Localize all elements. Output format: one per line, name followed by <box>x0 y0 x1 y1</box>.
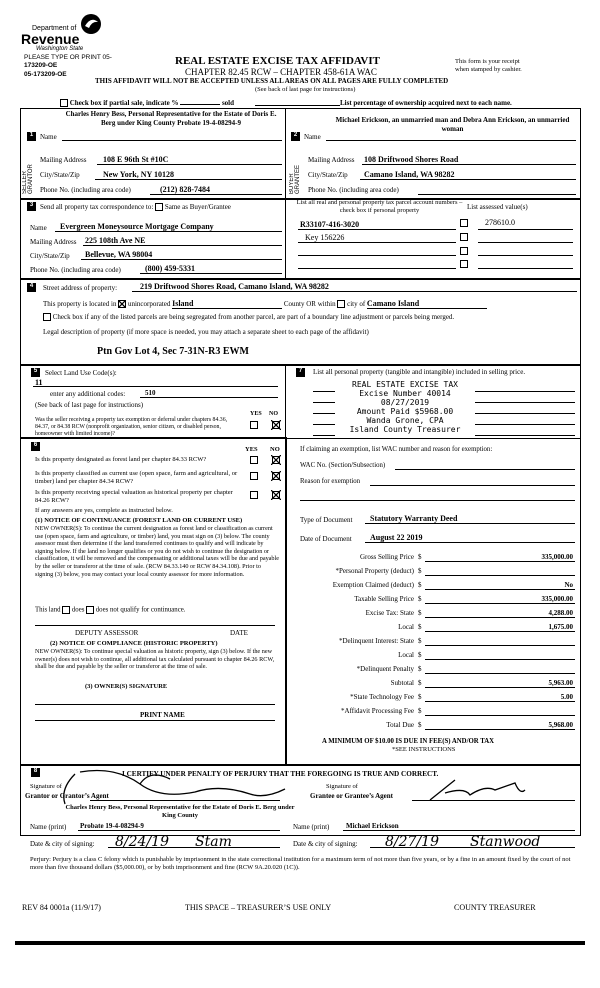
fin-label: *Affidavit Processing Fee <box>341 707 414 715</box>
assessed-header: List assessed value(s) <box>467 203 528 211</box>
current-use-question: Is this property classified as current use (open space, farm and agricultural, or timber) land per chapter 84.34 RCW? <box>35 470 238 485</box>
seller-phone[interactable]: (212) 828-7484 <box>160 185 210 194</box>
corr-phone-label: Phone No. (including area code) <box>30 266 121 274</box>
historic-yes-checkbox[interactable] <box>250 491 258 499</box>
seller-mailing[interactable]: 108 E 96th St #10C <box>103 155 169 164</box>
fin-value[interactable]: 4,288.00 <box>548 609 573 617</box>
s6-yes-header: YES <box>245 446 258 453</box>
fin-dollar: $ <box>418 595 422 603</box>
grantee-name-print-label: Name (print) <box>293 823 330 831</box>
buyer-phone-label: Phone No. (including area code) <box>308 186 399 194</box>
list-percentage-note: List percentage of ownership acquired next to each name. <box>340 99 512 107</box>
notice-continuance-title: (1) NOTICE OF CONTINUANCE (FOREST LAND OR CURRENT USE) <box>35 517 243 524</box>
if-yes-instructions: If any answers are yes, complete as instructed below. <box>35 507 173 514</box>
corr-name[interactable]: Evergreen Moneysource Mortgage Company <box>60 222 214 231</box>
grantee-sig-label-1: Signature of <box>326 783 358 790</box>
city-of-checkbox[interactable] <box>337 300 345 308</box>
wac-label: WAC No. (Section/Subsection) <box>300 462 386 469</box>
parcel-3-checkbox[interactable] <box>460 247 468 255</box>
grantor-sig-label-1: Signature of <box>30 783 62 790</box>
buyer-mailing[interactable]: 108 Driftwood Shores Road <box>364 155 459 164</box>
parcel-1-checkbox[interactable] <box>460 219 468 227</box>
form-notice: THIS AFFIDAVIT WILL NOT BE ACCEPTED UNLESS ALL AREAS ON ALL PAGES ARE FULLY COMPLETED <box>95 77 449 85</box>
doc-type-label: Type of Document <box>300 516 353 524</box>
corr-mailing[interactable]: 225 108th Ave NE <box>85 236 146 245</box>
section-6-badge: 6 <box>31 442 40 451</box>
seller-mailing-label: Mailing Address <box>40 156 87 164</box>
corr-city[interactable]: Bellevue, WA 98004 <box>85 250 153 259</box>
dept-name: Revenue <box>21 31 80 47</box>
buyer-city-label: City/State/Zip <box>308 171 348 179</box>
buyer-name-label: Name <box>304 133 321 141</box>
s6-no-header: NO <box>270 446 280 453</box>
corr-mailing-label: Mailing Address <box>30 238 77 246</box>
city-of-label: city of <box>347 300 366 308</box>
fin-label: Gross Selling Price <box>359 553 414 561</box>
forest-no-checkbox[interactable] <box>272 456 280 464</box>
historic-question: Is this property receiving special valuation as historical property per chapter 84.26 RCW? <box>35 489 233 504</box>
fin-label: *Delinquent Interest: State <box>338 637 414 645</box>
does-not-label: does not qualify for continuance. <box>95 606 186 614</box>
forest-yes-checkbox[interactable] <box>250 456 258 464</box>
fin-dollar: $ <box>418 581 422 589</box>
segregated-checkbox[interactable] <box>43 313 51 321</box>
additional-codes[interactable]: 510 <box>145 389 156 397</box>
seller-city-label: City/State/Zip <box>40 171 80 179</box>
buyer-city[interactable]: Camano Island, WA 98282 <box>364 170 455 179</box>
fin-value[interactable]: 335,000.00 <box>541 595 573 603</box>
grantor-date-city-label: Date & city of signing: <box>30 840 95 848</box>
grantor-name-print-label: Name (print) <box>30 823 67 831</box>
county-name[interactable]: Island <box>172 299 282 309</box>
fin-label: Total Due <box>386 721 414 729</box>
land-use-label: Select Land Use Code(s): <box>45 369 117 377</box>
same-as-buyer-label: Same as Buyer/Grantee <box>164 203 231 211</box>
buyer-name[interactable]: Michael Erickson, an unmarried man and Debra Ann Erickson, an unmarried woman <box>335 116 570 133</box>
see-instructions-note: *SEE INSTRUCTIONS <box>392 746 456 753</box>
doc-type[interactable]: Statutory Warranty Deed <box>370 514 458 523</box>
exemption-no-checkbox[interactable] <box>272 421 280 429</box>
certify-statement: I CERTIFY UNDER PENALTY OF PERJURY THAT THE FOREGOING IS TRUE AND CORRECT. <box>122 770 439 778</box>
assessed-value-1[interactable]: 278610.0 <box>485 218 515 227</box>
fin-value[interactable]: 5,968.00 <box>548 721 573 729</box>
exemption-question: Was the seller receiving a property tax exemption or deferral under chapters 84.36, 84.37, or 84.38 RCW (nonprofit organization, senior citizen, or disabled person, homeowner with limited income)? <box>35 417 228 437</box>
buyer-side-label: BUYER GRANTEE <box>289 164 301 194</box>
corr-phone[interactable]: (800) 459-5331 <box>145 264 195 273</box>
fin-label: Exemption Claimed (deduct) <box>332 581 414 589</box>
section-8-badge: 8 <box>31 768 40 777</box>
exemption-yes-checkbox[interactable] <box>250 421 258 429</box>
owner-signature-label: (3) OWNER(S) SIGNATURE <box>85 683 168 690</box>
fin-dollar: $ <box>418 665 422 673</box>
seller-name-label: Name <box>40 133 57 141</box>
correspondence-row <box>40 203 231 211</box>
notice-compliance-text: NEW OWNER(S): To continue special valuation as historic property, sign (3) below. If the new owner(s) does not wish to continue, all additional tax calculated pursuant to chapter 84.26 RCW, shall be due and payable by the seller or transferor at the time of sale. <box>35 648 275 671</box>
fin-dollar: $ <box>418 651 422 659</box>
fin-value[interactable]: 5.00 <box>560 693 573 701</box>
seller-phone-label: Phone No. (including area code) <box>40 186 131 194</box>
located-label: This property is located in <box>43 300 117 308</box>
same-as-buyer-checkbox[interactable] <box>155 203 163 211</box>
grantor-city[interactable]: Stam <box>195 834 232 850</box>
segregated-row <box>43 313 454 321</box>
notice-compliance-title: (2) NOTICE OF COMPLIANCE (HISTORIC PROPERTY) <box>50 640 218 647</box>
perjury-notice: Perjury: Perjury is a class C felony which is punishable by imprisonment in the state correctional institution for a maximum term of not more than five years, or by a fine in an amount fixed by the court of not more than five thousand dollars ($5,000.00), or by both imprisonment and fine (RCW 9A.20.020 (1C)). <box>30 856 571 871</box>
current-use-yes-checkbox[interactable] <box>250 472 258 480</box>
buyer-mailing-label: Mailing Address <box>308 156 355 164</box>
parcel-header: List all real and personal property tax parcel account numbers – check box if personal property <box>296 199 463 214</box>
fin-label: Excise Tax: State <box>365 609 414 617</box>
notice-continuance-text: NEW OWNER(S): To continue the current designation as forest land or classification as current use (open space, farm and agriculture, or timber) land, you must sign on (3) below. The county assessor must then determine if the land transferred continues to qualify and will indicate by signing below. If the land no longer qualifies or you do not wish to continue the designation or classification, it will be removed and the compensating or additional taxes will be due and payable by the seller or transferor at the time of sale. (RCW 84.33.140 or RCW 84.34.108). Prior to signing (3) below, you may contact your local county assessor for more information. <box>35 525 279 578</box>
grantee-name-print[interactable]: Michael Erickson <box>346 822 399 830</box>
grantor-name-print[interactable]: Probate 19-4-08294-9 <box>80 822 144 830</box>
county-treasurer-label: COUNTY TREASURER <box>454 903 536 912</box>
corr-name-label: Name <box>30 224 47 232</box>
treasurer-use-only: THIS SPACE – TREASURER’S USE ONLY <box>185 903 332 912</box>
land-use-yes-header: YES <box>250 411 262 417</box>
section-1-badge: 1 <box>27 132 36 141</box>
parcel-4-checkbox[interactable] <box>460 260 468 268</box>
street-label: Street address of property: <box>43 284 118 292</box>
grantee-city[interactable]: Stanwood <box>470 834 541 850</box>
stamp-line2: Excise Number 40014 <box>359 389 451 398</box>
fin-value[interactable]: 1,675.00 <box>548 623 573 631</box>
this-land-label: This land <box>35 606 61 614</box>
city-name[interactable]: Camano Island <box>367 299 487 309</box>
section-3-badge: 3 <box>27 202 36 211</box>
claim-exemption-label: If claiming an exemption, list WAC number and reason for exemption: <box>300 446 493 453</box>
historic-no-checkbox[interactable] <box>272 491 280 499</box>
fin-dollar: $ <box>418 721 422 729</box>
partial-sale-row <box>60 99 234 107</box>
section-4-badge: 4 <box>27 283 36 292</box>
located-row <box>43 299 487 309</box>
fin-label: Local <box>398 623 414 631</box>
print-line2: 173209-OE <box>24 62 58 69</box>
print-name-label: PRINT NAME <box>140 711 185 719</box>
seller-side-label: SELLER GRANTOR <box>22 164 34 194</box>
fin-label: Local <box>398 651 414 659</box>
section-7-badge: 7 <box>296 368 305 377</box>
dept-state: Washington State <box>36 46 84 52</box>
fin-dollar: $ <box>418 609 422 617</box>
current-use-no-checkbox[interactable] <box>272 472 280 480</box>
receipt-note1: This form is your receipt <box>455 58 520 65</box>
doc-date[interactable]: August 22 2019 <box>370 533 423 542</box>
fin-value[interactable]: 5,963.00 <box>548 679 573 687</box>
fin-dollar: $ <box>418 679 422 687</box>
fin-value[interactable]: No <box>564 581 573 589</box>
form-title: REAL ESTATE EXCISE TAX AFFIDAVIT <box>175 55 380 67</box>
grantor-under-name: Charles Henry Bess, Personal Representative for the Estate of Doris E. Berg under King County <box>65 804 295 819</box>
fin-dollar: $ <box>418 567 422 575</box>
land-use-no-header: NO <box>269 411 278 417</box>
doc-date-label: Date of Document <box>300 535 352 543</box>
seller-name[interactable]: Charles Henry Bess, Personal Representative for the Estate of Doris E. Berg under King County Probate 19-4-08294-9 <box>65 110 277 127</box>
rev-number: REV 84 0001a (11/9/17) <box>22 903 101 912</box>
sold-label: sold <box>221 99 235 107</box>
parcel-account-2[interactable]: Key 156226 <box>305 233 345 242</box>
fin-label: Subtotal <box>390 679 414 687</box>
additional-codes-label: enter any additional codes: <box>50 390 126 398</box>
legal-description[interactable]: Ptn Gov Lot 4, Sec 7-31N-R3 EWM <box>97 346 249 357</box>
property-street[interactable]: 219 Driftwood Shores Road, Camano Island, WA 98282 <box>140 282 329 291</box>
stamp-line4: Amount Paid $5968.00 <box>356 407 454 416</box>
fin-label: *Delinquent Penalty <box>356 665 414 673</box>
fin-dollar: $ <box>418 553 422 561</box>
partial-sale-checkbox[interactable] <box>60 99 68 107</box>
fin-dollar: $ <box>418 707 422 715</box>
deputy-assessor-label: DEPUTY ASSESSOR <box>75 629 139 637</box>
form-subtitle: CHAPTER 82.45 RCW – CHAPTER 458-61A WAC <box>185 67 377 77</box>
minimum-fee-note: A MINIMUM OF $10.00 IS DUE IN FEE(S) AND/OR TAX <box>322 738 495 745</box>
footer-rule <box>15 941 585 945</box>
county-or-label: County OR within <box>283 300 336 308</box>
stamp-line5: Wanda Grone, CPA <box>366 416 444 425</box>
fin-label: *State Technology Fee <box>350 693 414 701</box>
stamp-line1: REAL ESTATE EXCISE TAX <box>352 380 458 389</box>
qualify-row <box>35 606 185 614</box>
parcel-account-1[interactable]: R33107-416-3020 <box>300 220 360 229</box>
section-5-badge: 5 <box>31 368 40 377</box>
does-label: does <box>71 606 85 614</box>
see-back-note: (See back of last page for instructions) <box>255 86 356 93</box>
unincorporated-label: unincorporated <box>127 300 171 308</box>
partial-sale-label: Check box if partial sale, indicate % <box>69 99 179 107</box>
stamp-line3: 08/27/2019 <box>380 398 430 407</box>
seller-city[interactable]: New York, NY 10128 <box>103 170 174 179</box>
print-line3: 05-173209-OE <box>24 71 67 78</box>
forest-question: Is this property designated as forest land per chapter 84.33 RCW? <box>35 456 207 463</box>
reason-label: Reason for exemption <box>300 478 361 485</box>
segregated-label: Check box if any of the listed parcels are being segregated from another parcel, are part of a boundary line adjustment or parcels being merged. <box>52 313 455 321</box>
unincorporated-checkbox[interactable] <box>118 300 126 308</box>
personal-property-label: List all personal property (tangible and intangible) included in selling price. <box>313 368 526 376</box>
fin-dollar: $ <box>418 637 422 645</box>
revenue-logo-icon <box>80 13 102 35</box>
section-2-badge: 2 <box>291 132 300 141</box>
grantor-sig-label-2: Grantor or Grantor’s Agent <box>25 792 109 800</box>
land-use-see-back: (See back of last page for instructions) <box>35 401 144 409</box>
grantee-date[interactable]: 8/27/19 <box>385 834 439 850</box>
receipt-note2: when stamped by cashier. <box>455 66 522 73</box>
grantee-sig-label-2: Grantee or Grantee’s Agent <box>310 792 394 800</box>
grantor-signature <box>20 764 300 809</box>
fin-dollar: $ <box>418 623 422 631</box>
correspondence-label: Send all property tax correspondence to: <box>40 203 154 211</box>
parcel-2-checkbox[interactable] <box>460 233 468 241</box>
does-not-checkbox[interactable] <box>86 606 94 614</box>
fin-dollar: $ <box>418 693 422 701</box>
corr-city-label: City/State/Zip <box>30 252 70 260</box>
grantee-date-city-label: Date & city of signing: <box>293 840 358 848</box>
land-use-code[interactable]: 11 <box>35 378 43 387</box>
fin-label: *Personal Property (deduct) <box>335 567 414 575</box>
fin-value[interactable]: 335,000.00 <box>541 553 573 561</box>
deputy-date-label: DATE <box>230 629 248 637</box>
dept-line1: Department of <box>32 25 77 32</box>
does-checkbox[interactable] <box>62 606 70 614</box>
legal-label: Legal description of property (if more space is needed, you may attach a separate sheet to each page of the affidavit) <box>43 328 369 336</box>
fin-label: Taxable Selling Price <box>354 595 414 603</box>
grantor-date[interactable]: 8/24/19 <box>115 834 169 850</box>
stamp-line6: Island County Treasurer <box>349 425 461 434</box>
print-line1: PLEASE TYPE OR PRINT 05- <box>24 54 112 61</box>
